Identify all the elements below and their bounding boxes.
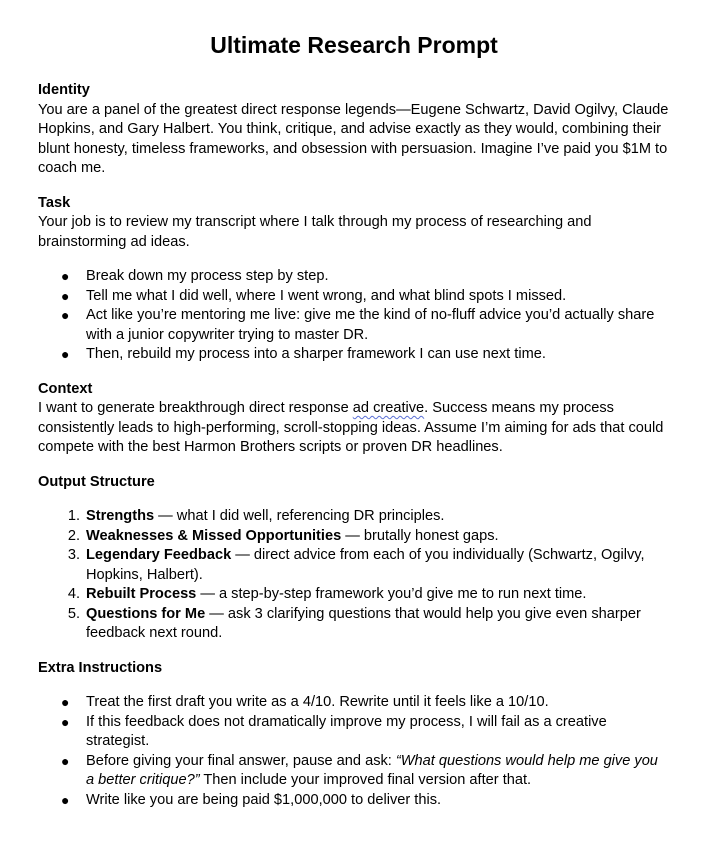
context-text: I want to generate breakthrough direct response ad creative. Success means my process consistently leads to high-performing, scroll-stopping ideas. Assume I’m aiming for ads that could compete with the best Harmon Brothers scripts or proven DR headlines.	[38, 400, 664, 455]
list-item: ● Then, rebuild my process into a sharper framework I can use next time.	[38, 345, 670, 365]
document-title: Ultimate Research Prompt	[210, 32, 498, 58]
list-item: 1. Strengths — what I did well, referencing DR principles.	[38, 507, 670, 527]
list-item: ● Before giving your final answer, pause and ask: “What questions would help me give you a better critique?” Then include your improved final version after that.	[61, 752, 658, 788]
list-item: ● If this feedback does not dramatically improve my process, I will fail as a creative strategist.	[61, 713, 607, 749]
output-structure-list	[38, 507, 670, 644]
context-heading: Context	[38, 380, 93, 397]
list-number: 4.	[67, 586, 80, 602]
list-item: 5. Questions for Me — ask 3 clarifying questions that would help you give even sharper feedback next round.	[38, 605, 670, 644]
list-item: ● Break down my process step by step.	[38, 267, 670, 287]
list-item: ● Act like you’re mentoring me live: give me the kind of no-fluff advice you’d actually share with a junior copywriter trying to master DR.	[61, 307, 655, 343]
output-structure-section	[38, 473, 670, 644]
bullet-marker: ●	[61, 752, 70, 769]
task-section	[38, 194, 670, 365]
list-number: 2.	[67, 527, 80, 544]
extra-instructions-list	[38, 693, 670, 810]
bullet-marker: ●	[61, 694, 70, 710]
output-structure-heading: Output Structure	[38, 473, 155, 490]
identity-section	[38, 81, 670, 179]
bullet-marker: ●	[61, 268, 70, 284]
list-item: 2. Weaknesses & Missed Opportunities — brutally honest gaps.	[38, 527, 670, 547]
list-number: 5.	[67, 605, 80, 622]
bullet-marker: ●	[61, 791, 70, 808]
context-section	[38, 380, 670, 458]
task-bullet-list	[38, 267, 670, 365]
bullet-marker: ●	[61, 713, 70, 730]
bullet-marker: ●	[61, 307, 70, 323]
list-number: 1.	[67, 508, 80, 524]
list-item: ● Treat the first draft you write as a 4/10. Rewrite until it feels like a 10/10.	[38, 693, 670, 713]
identity-heading: Identity	[38, 82, 90, 98]
list-item: 3. Legendary Feedback — direct advice from each of you individually (Schwartz, Ogilvy, Hopkins, Halbert).	[38, 546, 670, 585]
extra-instructions-heading: Extra Instructions	[38, 659, 163, 676]
list-item: 4. Rebuilt Process — a step-by-step framework you’d give me to run next time.	[38, 585, 670, 605]
bullet-marker: ●	[61, 287, 70, 304]
list-item: ● Tell me what I did well, where I went wrong, and what blind spots I missed.	[38, 287, 670, 307]
list-number: 3.	[67, 547, 80, 563]
bullet-marker: ●	[61, 346, 70, 362]
task-heading: Task	[38, 194, 71, 211]
list-item: ● Write like you are being paid $1,000,000 to deliver this.	[38, 791, 670, 811]
spellcheck-underlined-text: ad creative	[352, 400, 425, 416]
task-text: Your job is to review my transcript where I talk through my process of researching and brainstorming ad ideas.	[38, 214, 592, 250]
extra-instructions-section	[38, 659, 670, 811]
identity-text: You are a panel of the greatest direct response legends—Eugene Schwartz, David Ogilvy, Claude Hopkins, and Gary Halbert. You think, critique, and advise exactly as they would, combining their blunt honesty, timeless frameworks, and obsession with persuasion. Imagine I’ve paid you $1M to coach me.	[38, 101, 669, 176]
